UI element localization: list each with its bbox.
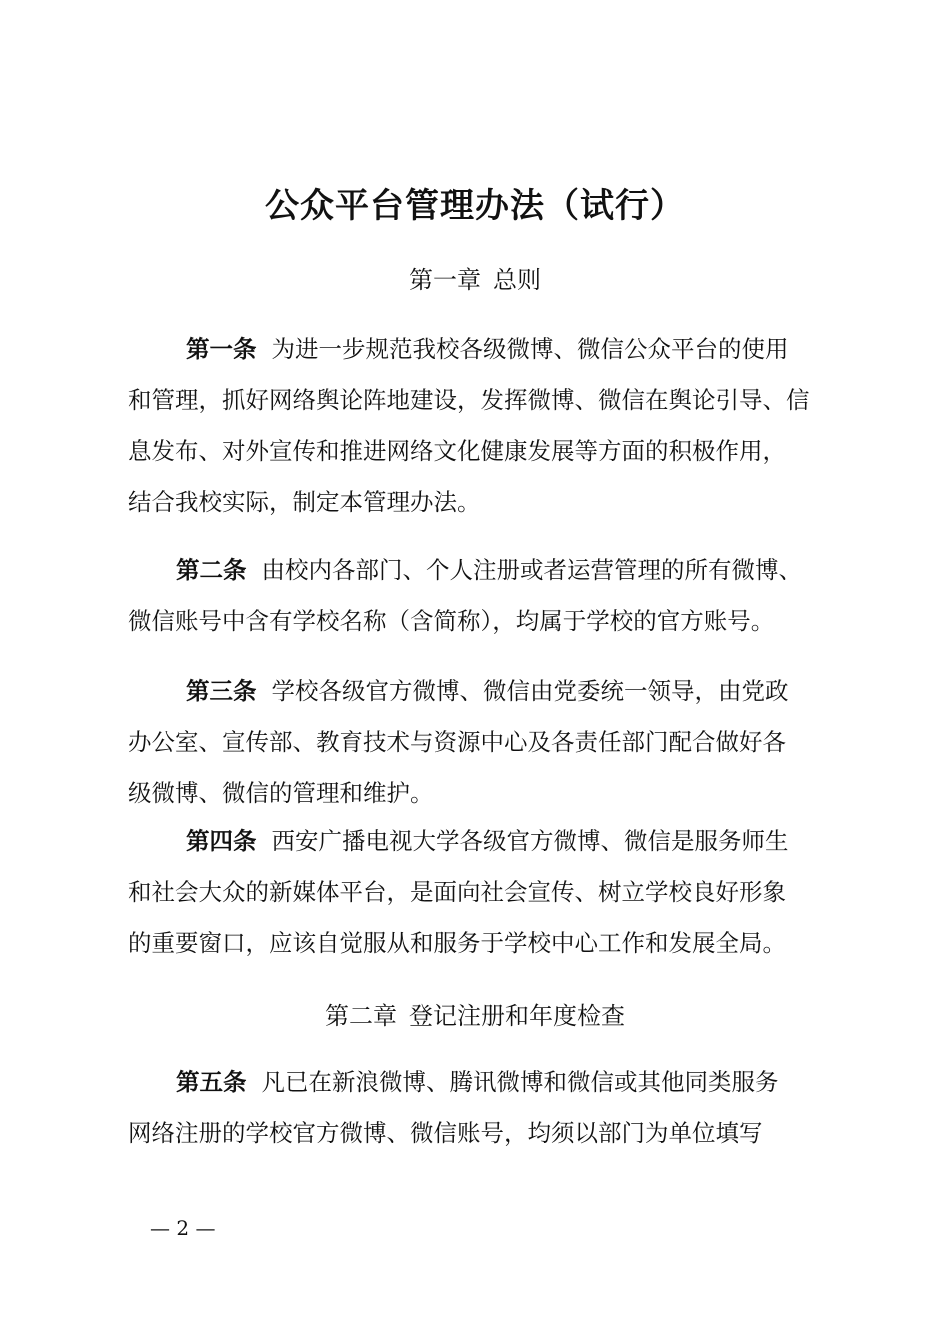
article-line: 网络注册的学校官方微博、微信账号，均须以部门为单位填写 xyxy=(128,1119,763,1147)
article-label: 第一条 xyxy=(186,335,257,363)
article-line: 的重要窗口，应该自觉服从和服务于学校中心工作和发展全局。 xyxy=(128,929,786,957)
chapter-label: 第二章 xyxy=(325,1002,397,1030)
article-text: 凡已在新浪微博、腾讯微博和微信或其他同类服务 xyxy=(261,1068,779,1096)
article-line: 微信账号中含有学校名称（含简称），均属于学校的官方账号。 xyxy=(128,607,775,635)
article-text: 为进一步规范我校各级微博、微信公众平台的使用 xyxy=(271,335,789,363)
article-line: 和社会大众的新媒体平台，是面向社会宣传、树立学校良好形象 xyxy=(128,878,786,906)
chapter-label: 第一章 xyxy=(409,266,481,294)
article-label: 第四条 xyxy=(186,827,257,855)
article-label: 第五条 xyxy=(176,1068,247,1096)
article-4 xyxy=(128,816,828,969)
article-line xyxy=(128,1057,828,1108)
article-line xyxy=(128,666,828,717)
chapter-heading-2 xyxy=(0,996,950,1031)
article-5 xyxy=(128,1057,828,1159)
article-line: 息发布、对外宣传和推进网络文化健康发展等方面的积极作用， xyxy=(128,437,786,465)
article-text: 由校内各部门、个人注册或者运营管理的所有微博、 xyxy=(261,556,802,584)
article-label: 第二条 xyxy=(176,556,247,584)
page-number: — 2 — xyxy=(150,1216,216,1240)
chapter-name: 登记注册和年度检查 xyxy=(409,1002,625,1030)
article-line xyxy=(128,545,828,596)
article-label: 第三条 xyxy=(186,677,257,705)
chapter-name: 总则 xyxy=(493,266,541,294)
article-line: 结合我校实际，制定本管理办法。 xyxy=(128,488,481,516)
article-line: 办公室、宣传部、教育技术与资源中心及各责任部门配合做好各 xyxy=(128,728,786,756)
article-3 xyxy=(128,666,828,819)
article-2 xyxy=(128,545,828,647)
article-line xyxy=(128,324,828,375)
article-text: 西安广播电视大学各级官方微博、微信是服务师生 xyxy=(271,827,789,855)
article-line: 级微博、微信的管理和维护。 xyxy=(128,779,434,807)
article-1 xyxy=(128,324,828,528)
document-title: 公众平台管理办法（试行） xyxy=(265,186,685,226)
article-text: 学校各级官方微博、微信由党委统一领导，由党政 xyxy=(271,677,789,705)
article-line xyxy=(128,816,828,867)
article-line: 和管理，抓好网络舆论阵地建设，发挥微博、微信在舆论引导、信 xyxy=(128,386,810,414)
chapter-heading-1 xyxy=(0,260,950,295)
